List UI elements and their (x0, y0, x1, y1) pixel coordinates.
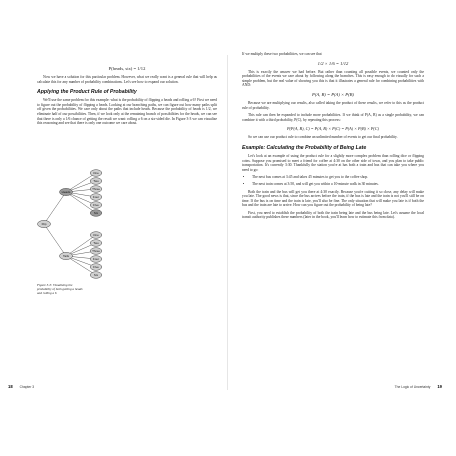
equation-2: P(A, B) = P(A) × P(B) (312, 91, 354, 97)
svg-text:Two: Two (93, 241, 99, 246)
right-chapter-label: The Logic of Uncertainty (394, 385, 431, 389)
svg-text:Six: Six (93, 211, 99, 216)
heads-node (60, 188, 73, 195)
tails-outcome-node (90, 232, 102, 239)
tails-outcome-node (90, 264, 102, 271)
svg-text:Four: Four (92, 257, 100, 262)
svg-text:Six: Six (93, 273, 99, 278)
svg-text:Five: Five (93, 203, 99, 208)
right-paragraph-4: This rule can then be expanded to include more probabilities. If we think of P(A, B) as a single probability, we can combine it with a third probability, P(C), by repeating this process: (242, 113, 424, 122)
figure-caption-body: of both getting a heads and rolling a 6 (37, 287, 83, 295)
tails-outcome-node (90, 256, 102, 263)
svg-text:Four: Four (92, 195, 100, 200)
tails-node (60, 252, 73, 259)
right-paragraph-1: If we multiply these two probabilities, we can see that (242, 52, 322, 56)
left-page-number: 18 (8, 384, 13, 389)
tails-outcome-node (90, 240, 102, 247)
svg-text:Heads: Heads (61, 190, 71, 195)
right-column (242, 52, 424, 223)
left-paragraph-1: Now we have a solution for this particular problem. However, what we really want is a general rule that will help us calculate this for any number of probability combinations. Let's see how to expand our solution. (37, 75, 217, 84)
equation-1: 1/2 × 1/6 = 1/12 (317, 60, 349, 66)
heads-outcome-node (90, 194, 102, 201)
svg-text:One: One (93, 171, 99, 176)
svg-text:Flip: Flip (41, 222, 47, 227)
left-chapter-label: Chapter 3 (19, 385, 35, 389)
svg-text:Two: Two (93, 179, 99, 184)
svg-text:Tails: Tails (62, 254, 70, 259)
right-page (228, 0, 456, 456)
tails-outcome-node (90, 272, 102, 279)
bullet-bus: • The next bus comes at 3:45 and takes 45 minutes to get you to the coffee shop. (252, 175, 424, 180)
svg-text:Three: Three (92, 187, 100, 192)
heading-product-rule: Applying the Product Rule of Probability (37, 89, 137, 96)
left-column (37, 62, 217, 129)
right-paragraph-8: First, you need to establish the probability of both the train being late and the bus being late. Let's assume the local transit authority publishes these numbers (later in the book, you'll learn how to estimate this from data). (242, 210, 424, 220)
right-paragraph-2: This is exactly the answer we had before. But rather than counting all possible events, we counted only the probabilities of the events we care about by following along the branches. This is easy enough to do visually for such a simple problem, but the real value of showing you this is that it illustrates a general rule for combining probabilities with AND: (242, 69, 424, 88)
tails-outcome-node (90, 248, 102, 255)
right-page-number: 19 (437, 384, 442, 389)
heads-outcome-node (90, 202, 102, 209)
right-paragraph-6: Let's look at an example of using the product rule for a slightly more complex problem than rolling dice or flipping coins. Suppose you promised to meet a friend for coffee at 4:30 on the other side of town, and you plan to take public transportation. It's currently 3:30. Thankfully the station you're at has both a train and bus that can take you where you need to go: (242, 153, 424, 172)
right-paragraph-3: Because we are multiplying our results, also called taking the product of these results, we refer to this as the product rule of probability. (242, 100, 424, 110)
bullet-train: • The next train comes at 3:50, and will get you within a 10-minute walk in 30 minutes. (252, 182, 424, 187)
probability-tree-figure (36, 168, 136, 280)
left-paragraph-2: We'll use the same problem for this example: what is the probability of flipping a heads and rolling a 6? First we need to figure out the probability of flipping a heads. Looking at our branching paths, we can figure out how many paths split off given the probabilities. We care only about the paths that include heads. Because the probability of heads is 1/2, we eliminate half of our possibilities. Then, if we look only at the remaining branch of possibilities for the heads, we can see that there is only a 1/6 chance of getting the result we want: rolling a 6 on a six-sided die. In Figure 3-3 we can visualize this reasoning and see that there is only one outcome we care about. (37, 98, 217, 126)
svg-text:Five: Five (93, 265, 99, 270)
flip-node (38, 220, 51, 227)
heads-outcome-node (90, 186, 102, 193)
transit-options-list (242, 175, 424, 186)
heads-outcome-node (90, 210, 102, 217)
heads-outcome-node (90, 170, 102, 177)
figure-caption-title: Figure 3-3: Visualizing the probability (37, 283, 73, 291)
heading-being-late: Example: Calculating the Probability of Being Late (242, 144, 367, 151)
svg-text:Three: Three (92, 249, 100, 254)
top-equation (37, 66, 217, 71)
left-footer (2, 384, 34, 389)
right-paragraph-5: So we can use our product rule to combine an unlimited number of events to get our final probability. (248, 135, 398, 140)
right-paragraph-7: Both the train and the bus will get you there at 4:30 exactly. Because you're cutting it so close, any delay will make you late. The good news is that, since the bus arrives before the train, if the bus is late and the train is not you'll still be on time. If the bus is on time and the train is late, you'll also be fine. The only situation that will make you late is if both the bus and the train are late to arrive. How can you figure out the probability of being late? (242, 189, 424, 208)
heads-outcome-node (90, 178, 102, 185)
top-equation-text: P(heads, six) = 1/12 (108, 66, 146, 71)
equation-3: P(P(A, B), C) = P(A, B) × P(C) = P(A) × P(B) × P(C) (286, 126, 380, 132)
figure-caption (37, 283, 83, 295)
right-footer (395, 384, 448, 389)
svg-text:One: One (93, 233, 99, 238)
